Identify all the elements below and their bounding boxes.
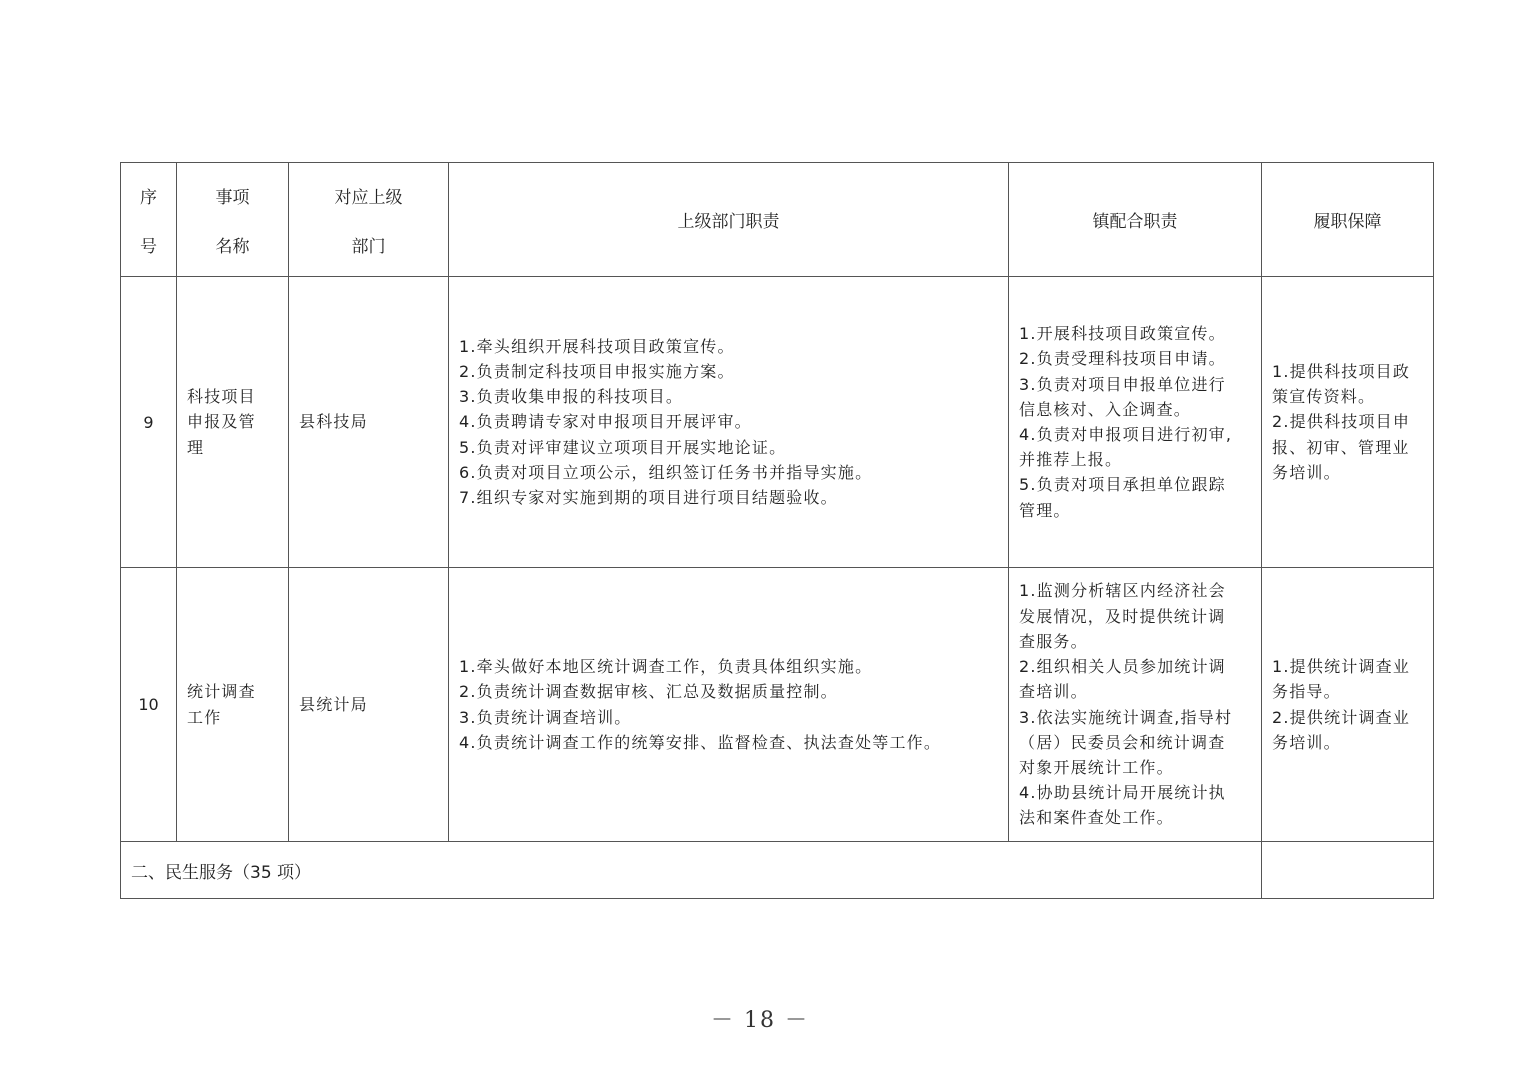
row-seq: 9 xyxy=(121,277,177,568)
row-item-name: 科技项目 申报及管 理 xyxy=(177,277,289,568)
row-dept: 县统计局 xyxy=(289,568,449,842)
row-upper-duty: 1.牵头做好本地区统计调查工作，负责具体组织实施。 2.负责统计调查数据审核、汇总及数据质量控制。 3.负责统计调查培训。 4.负责统计调查工作的统筹安排、监督检查、执法查处等工作。 xyxy=(449,568,1009,842)
table-row xyxy=(121,277,1434,568)
page-number: － 18 － xyxy=(711,1008,809,1033)
row-item-name: 统计调查 工作 xyxy=(177,568,289,842)
row-dept: 县科技局 xyxy=(289,277,449,568)
row-upper-duty: 1.牵头组织开展科技项目政策宣传。 2.负责制定科技项目申报实施方案。 3.负责收集申报的科技项目。 4.负责聘请专家对申报项目开展评审。 5.负责对评审建议立项项目开展实地论证。 6.负责对项目立项公示，组织签订任务书并指导实施。 7.组织专家对实施到期的项目进行项目结题验收。 xyxy=(449,277,1009,568)
duty-table xyxy=(120,162,1434,899)
row-town-duty: 1.监测分析辖区内经济社会 发展情况，及时提供统计调 查服务。 2.组织相关人员参加统计调 查培训。 3.依法实施统计调查,指导村 （居）民委员会和统计调查 对象开展统计工作。 4.协助县统计局开展统计执 法和案件查处工作。 xyxy=(1009,568,1262,842)
section-empty-cell xyxy=(1262,842,1434,899)
row-seq: 10 xyxy=(121,568,177,842)
section-label: 二、民生服务（35 项） xyxy=(121,842,1262,899)
row-guarantee: 1.提供统计调查业 务指导。 2.提供统计调查业 务培训。 xyxy=(1262,568,1434,842)
row-town-duty: 1.开展科技项目政策宣传。 2.负责受理科技项目申请。 3.负责对项目申报单位进行 信息核对、入企调查。 4.负责对申报项目进行初审, 并推荐上报。 5.负责对项目承担单位跟踪 管理。 xyxy=(1009,277,1262,568)
section-row xyxy=(121,842,1434,899)
header-row xyxy=(121,163,1434,277)
header-dept: 对应上级 部门 xyxy=(289,163,449,277)
header-seq: 序 号 xyxy=(121,163,177,277)
header-town-duty: 镇配合职责 xyxy=(1009,163,1262,277)
row-guarantee: 1.提供科技项目政 策宣传资料。 2.提供科技项目申 报、初审、管理业 务培训。 xyxy=(1262,277,1434,568)
header-item: 事项 名称 xyxy=(177,163,289,277)
header-guarantee: 履职保障 xyxy=(1262,163,1434,277)
table-row xyxy=(121,568,1434,842)
header-upper-duty: 上级部门职责 xyxy=(449,163,1009,277)
